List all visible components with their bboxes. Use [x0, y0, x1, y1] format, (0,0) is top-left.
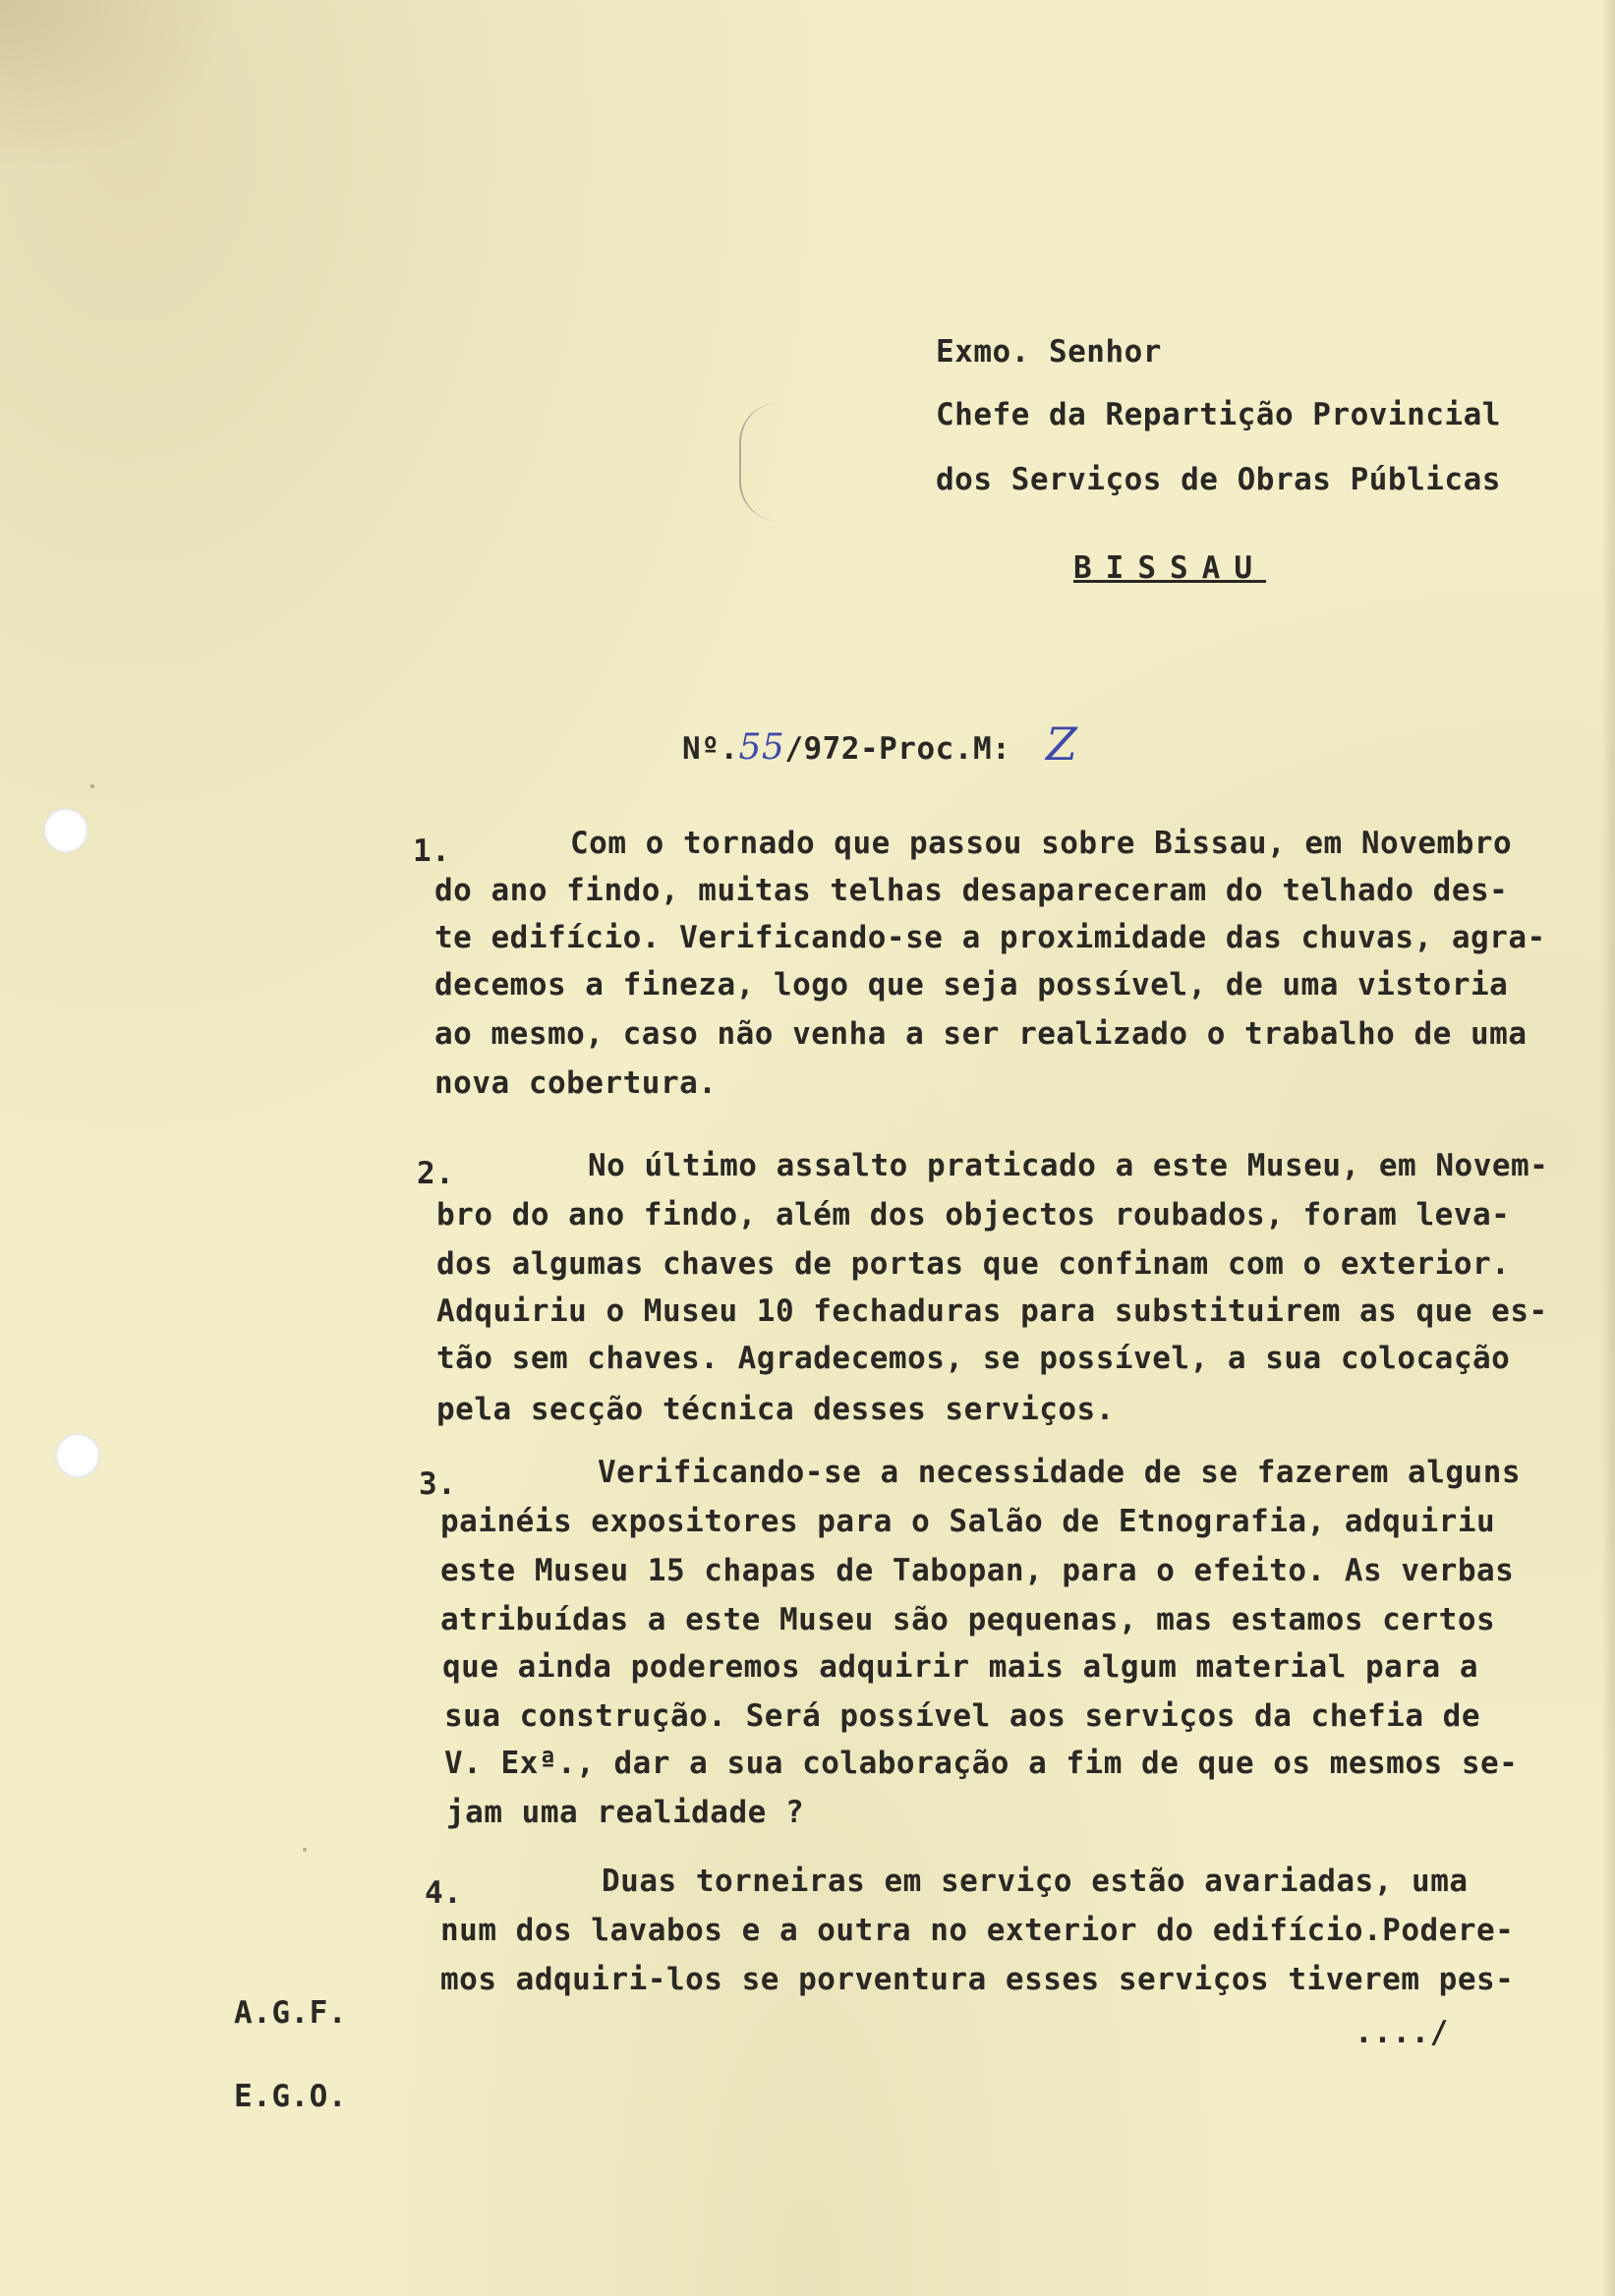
paper-speck [90, 784, 94, 788]
addressee-department: dos Serviços de Obras Públicas [936, 462, 1501, 497]
paragraph-line: que ainda poderemos adquirir mais algum material para a [442, 1649, 1478, 1685]
paragraph-line: este Museu 15 chapas de Tabopan, para o efeito. As verbas [440, 1553, 1515, 1588]
paragraph-number: 2. [417, 1156, 455, 1191]
paragraph-line: mos adquiri-los se porventura esses serviços tiverem pes- [440, 1962, 1515, 1997]
paragraph-line: ao mesmo, caso não venha a ser realizado o trabalho de uma [434, 1016, 1528, 1052]
paragraph-line: decemos a fineza, logo que seja possível, de uma vistoria [434, 967, 1509, 1003]
paragraph-line: sua construção. Será possível aos serviços da chefia de [444, 1698, 1480, 1734]
paragraph-number: 4. [425, 1875, 463, 1911]
paragraph-line: bro do ano findo, além dos objectos roubados, foram leva- [436, 1197, 1511, 1233]
paper-stain [0, 0, 236, 177]
initials-second: E.G.O. [234, 2079, 347, 2114]
continuation-mark: ..../ [1355, 2015, 1449, 2050]
reference-number [682, 718, 1078, 771]
addressee-title: Chefe da Repartição Provincial [936, 397, 1501, 432]
paragraph-line: do ano findo, muitas telhas desapareceram do telhado des- [434, 873, 1509, 908]
paragraph-line: nova cobertura. [434, 1065, 718, 1101]
paragraph-line: tão sem chaves. Agradecemos, se possível, a sua colocação [436, 1341, 1511, 1376]
paragraph-line: num dos lavabos e a outra no exterior do edifício.Podere- [440, 1913, 1515, 1948]
paragraph-number: 3. [419, 1466, 457, 1502]
paper-edge-shadow [1601, 0, 1615, 2296]
punch-hole-upper [43, 808, 88, 853]
addressee-city: BISSAU [1073, 550, 1266, 586]
addressee-salutation: Exmo. Senhor [936, 334, 1162, 370]
paragraph-line: atribuídas a este Museu são pequenas, mas estamos certos [440, 1602, 1496, 1637]
paragraph-line: te edifício. Verificando-se a proximidade das chuvas, agra- [434, 920, 1546, 955]
paragraph-line: Com o tornado que passou sobre Bissau, em Novembro [570, 826, 1513, 861]
reference-handwritten-number: 55 [738, 727, 785, 768]
paragraph-line: pela secção técnica desses serviços. [436, 1392, 1115, 1427]
paragraph-line: Verificando-se a necessidade de se fazerem alguns [598, 1455, 1522, 1490]
paragraph-line: Duas torneiras em serviço estão avariadas, uma [602, 1864, 1469, 1899]
paragraph-line: Adquiriu o Museu 10 fechaduras para substituirem as que es- [436, 1293, 1548, 1329]
paragraph-line: painéis expositores para o Salão de Etnografia, adquiriu [440, 1504, 1496, 1539]
paper-speck [303, 1848, 307, 1852]
reference-suffix: /972-Proc.M: [784, 731, 1011, 767]
initials-first: A.G.F. [234, 1995, 347, 2031]
paragraph-line: V. Exª., dar a sua colaboração a fim de que os mesmos se- [444, 1746, 1519, 1781]
paragraph-line: jam uma realidade ? [446, 1795, 805, 1830]
punch-hole-lower [55, 1433, 100, 1478]
paragraph-number: 1. [413, 833, 451, 869]
paragraph-line: dos algumas chaves de portas que confinam com o exterior. [436, 1246, 1511, 1282]
paragraph-line: No último assalto praticado a este Museu, em Novem- [588, 1148, 1549, 1183]
reference-prefix: Nº. [682, 731, 739, 767]
pencil-mark [739, 403, 780, 521]
reference-handwritten-mark: Z [1046, 718, 1078, 771]
